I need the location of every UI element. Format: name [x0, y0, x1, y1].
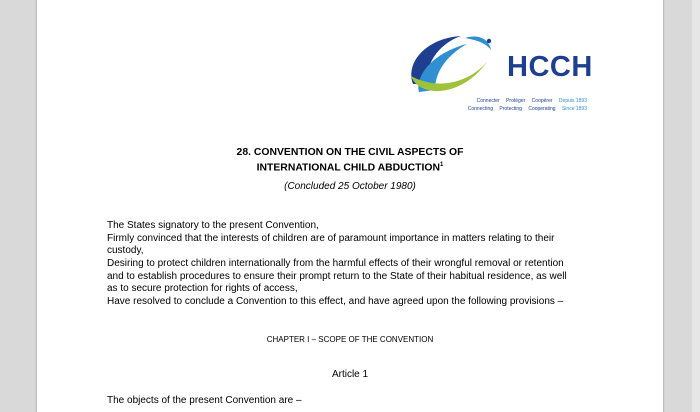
- preamble-line: Firmly convinced that the interests of children are of paramount importance in matters relating to their: [107, 233, 555, 244]
- tagline-french: Connecter Protéger Coopérer Depuis 1893: [476, 98, 587, 104]
- preamble-line: The States signatory to the present Convention,: [107, 220, 319, 231]
- document-title: [37, 147, 663, 174]
- preamble-line: Have resolved to conclude a Convention to this effect, and have agreed upon the following provisions –: [107, 296, 564, 307]
- title-line-1: 28. CONVENTION ON THE CIVIL ASPECTS OF: [236, 147, 464, 158]
- footnote-reference[interactable]: 1: [440, 162, 444, 168]
- article-heading: Article 1: [331, 369, 369, 380]
- tagline-english: Connecting Protecting Cooperating Since 1893: [467, 106, 587, 112]
- hcch-logo: [405, 32, 595, 118]
- vertical-scrollbar[interactable]: [692, 0, 700, 412]
- chapter-heading: CHAPTER I – SCOPE OF THE CONVENTION: [266, 335, 434, 344]
- objects-intro: The objects of the present Convention are –: [107, 395, 302, 406]
- preamble-line: and to establish procedures to ensure their prompt return to the State of their habitual residence, as well: [107, 271, 567, 282]
- globe-swoosh-icon: [405, 32, 497, 96]
- preamble-line: as to secure protection for rights of access,: [107, 283, 298, 294]
- preamble-line: custody,: [107, 245, 144, 256]
- title-line-2: INTERNATIONAL CHILD ABDUCTION$^1$: [256, 162, 444, 174]
- concluded-date: (Concluded 25 October 1980): [284, 181, 416, 192]
- document-page: [37, 0, 663, 412]
- hcch-wordmark: HCCH: [507, 51, 593, 83]
- preamble-line: Desiring to protect children internationally from the harmful effects of their wrongful removal or retention: [107, 258, 564, 269]
